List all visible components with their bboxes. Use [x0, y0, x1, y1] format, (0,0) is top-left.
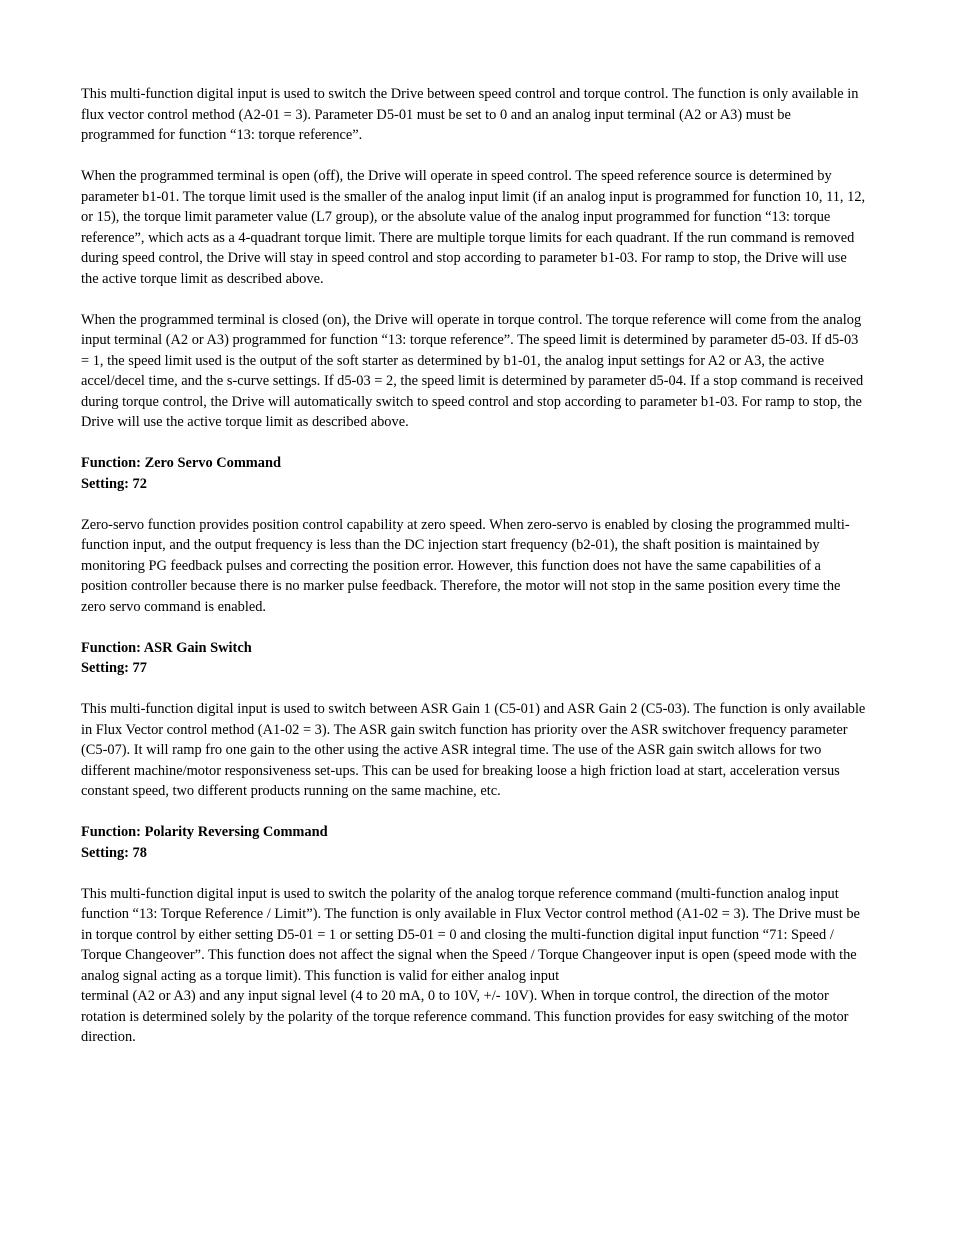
heading-asr-gain [81, 638, 867, 679]
paragraph-torque-control: When the programmed terminal is closed (on), the Drive will operate in torque control. The torque reference will come from the analog input terminal (A2 or A3) programmed for function “13: torque reference”. The speed limit is determined by parameter d5-03. If d5-03 = 1, the speed limit used is the output of the soft starter as determined by b1-01, the analog input settings for A2 or A3, the active accel/decel time, and the s-curve settings. If d5-03 = 2, the speed limit is determined by parameter d5-04. If a stop command is received during torque control, the Drive will automatically switch to speed control and stop according to parameter b1-03. For ramp to stop, the Drive will use the active torque limit as described above. [81, 311, 864, 430]
setting-label: Setting: 77 [81, 660, 147, 676]
paragraph-asr-gain: This multi-function digital input is used to switch between ASR Gain 1 (C5-01) and ASR Gain 2 (C5-03). The function is only available in Flux Vector control method (A1-02 = 3). The ASR gain switch function has priority over the ASR switchover frequency parameter (C5-07). It will ramp fro one gain to the other using the active ASR integral time. The use of the ASR gain switch allows for two different machine/motor responsiveness set-ups. This can be used for breaking loose a high friction load at start, acceleration versus constant speed, two different products running on the same machine, etc. [81, 701, 866, 799]
function-title: Function: Zero Servo Command [81, 455, 282, 471]
setting-label: Setting: 72 [81, 475, 147, 492]
paragraph-polarity-part2: terminal (A2 or A3) and any input signal level (4 to 20 mA, 0 to 10V, +/- 10V). When in torque control, the direction of the motor rotation is determined solely by the polarity of the torque reference command. This function provides for easy switching of the motor direction. [81, 988, 849, 1045]
paragraph-polarity [81, 884, 867, 1048]
heading-polarity [81, 822, 867, 863]
paragraph-zero-servo: Zero-servo function provides position control capability at zero speed. When zero-servo is enabled by closing the programmed multi-function input, and the output frequency is less than the DC injection start frequency (b2-01), the shaft position is maintained by monitoring PG feedback pulses and correcting the position error. However, this function does not have the same capabilities of a position controller because there is no marker pulse feedback. Therefore, the motor will not stop in the same position every time the zero servo command is enabled. [81, 516, 850, 615]
function-title: Function: ASR Gain Switch [81, 639, 252, 656]
paragraph-speed-control: When the programmed terminal is open (off), the Drive will operate in speed control. The speed reference source is determined by parameter b1-01. The torque limit used is the smaller of the analog input limit (if an analog input is programmed for function 10, 11, 12, or 15), the torque limit parameter value (L7 group), or the absolute value of the analog input programmed for function “13: torque reference”, which acts as a 4-quadrant torque limit. There are multiple torque limits for each quadrant. If the run command is removed during speed control, the Drive will stay in speed control and stop according to parameter b1-03. For ramp to stop, the Drive will use the active torque limit as described above. [81, 168, 866, 287]
function-title: Function: Polarity Reversing Command [81, 824, 328, 840]
paragraph-polarity-part1: This multi-function digital input is used to switch the polarity of the analog torque reference command (multi-function analog input function “13: Torque Reference / Limit”). The function is only available in Flux Vector control method (A1-02 = 3). The Drive must be in torque control by either setting D5-01 = 1 or setting D5-01 = 0 and closing the multi-function digital input function “71: Speed / Torque Changeover”. This function does not affect the signal when the Speed / Torque Changeover input is open (speed mode with the analog signal acting as a torque limit). This function is valid for either analog input [81, 885, 860, 984]
paragraph-speed-torque-intro: This multi-function digital input is used to switch the Drive between speed control and torque control. The function is only available in flux vector control method (A2-01 = 3). Parameter D5-01 must be set to 0 and an analog input terminal (A2 or A3) must be programmed for function “13: torque reference”. [81, 86, 859, 143]
setting-label: Setting: 78 [81, 844, 147, 861]
heading-zero-servo [81, 453, 867, 494]
document-page [81, 84, 867, 1068]
